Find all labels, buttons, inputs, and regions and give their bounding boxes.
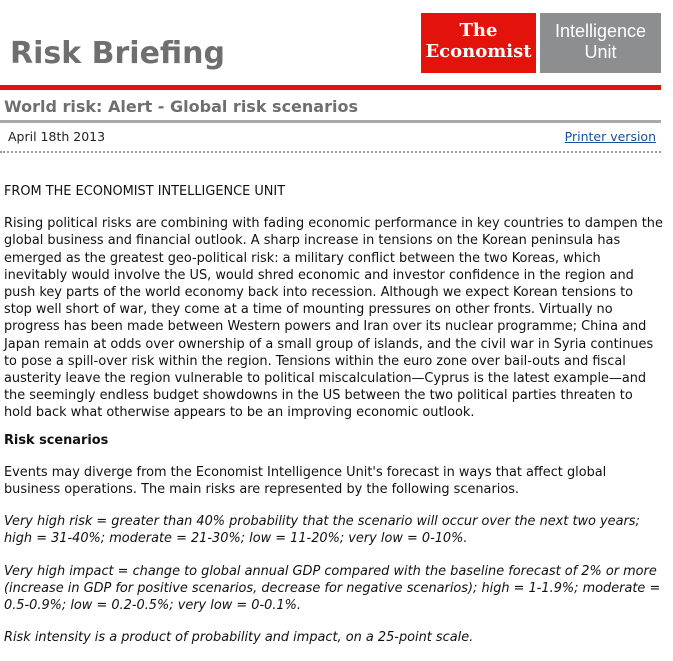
iu-logo-line1: Intelligence — [554, 21, 647, 41]
source-line: FROM THE ECONOMIST INTELLIGENCE UNIT — [4, 184, 286, 199]
masthead — [0, 0, 673, 90]
economist-logo-line2: Economist — [425, 41, 532, 62]
probability-note: Very high risk = greater than 40% probability that the scenario will occur over the next two years; high = 31-40%; moderate = 21-30%; low = 11-20%; very low = 0-10%. — [4, 514, 640, 547]
article-body — [4, 183, 664, 661]
intensity-note: Risk intensity is a product of probability and impact, on a 25-point scale. — [4, 630, 474, 646]
economist-logo-line1: The — [459, 20, 498, 41]
impact-note: Very high impact = change to global annual GDP compared with the baseline forecast of 2% or more (increase in GDP for positive scenarios, decrease for negative scenarios); high = 1-1.9%; moderate = 0.5-0.9%; low = 0.2-0.5%; very low = 0-0.1%. — [4, 563, 661, 614]
dotted-divider — [0, 151, 661, 153]
page-title: Risk Briefing — [10, 36, 225, 71]
intelligence-unit-logo[interactable] — [540, 13, 661, 73]
lead-paragraph: Rising political risks are combining with fading economic performance in key countries to dampen the global business and financial outlook. A sharp increase in tensions on the Korean peninsula has emerged as the greatest geo-political risk: a military conflict between the two Koreas, which inevitably would involve the US, would shred economic and investor confidence in the region and push key parts of the world economy back into recession. Although we expect Korean tensions to stop well short of war, they come at a time of mounting pressures on other fronts. Virtually no progress has been made between Western powers and Iran over its nuclear programme; China and Japan remain at odds over ownership of a small group of islands, and the civil war in Syria continues to pose a spill-over risk within the region. Tensions within the euro zone over bail-outs and fiscal austerity leave the region vulnerable to political miscalculation—Cyprus is the latest example—and the seemingly endless budget showdowns in the US between the two political parties threaten to hold back what otherwise appears to be an improving economic outlook. — [4, 216, 663, 421]
article-title: World risk: Alert - Global risk scenarios — [4, 97, 358, 116]
title-divider — [0, 120, 661, 123]
header-divider — [0, 85, 661, 90]
iu-logo-line2: Unit — [584, 42, 617, 62]
printer-version-link[interactable]: Printer version — [564, 129, 656, 144]
article-date: April 18th 2013 — [8, 129, 106, 144]
economist-logo[interactable] — [421, 13, 536, 73]
section-heading: Risk scenarios — [4, 432, 109, 448]
intro-paragraph: Events may diverge from the Economist Intelligence Unit's forecast in ways that affect global business operations. The main risks are represented by the following scenarios. — [4, 464, 607, 498]
